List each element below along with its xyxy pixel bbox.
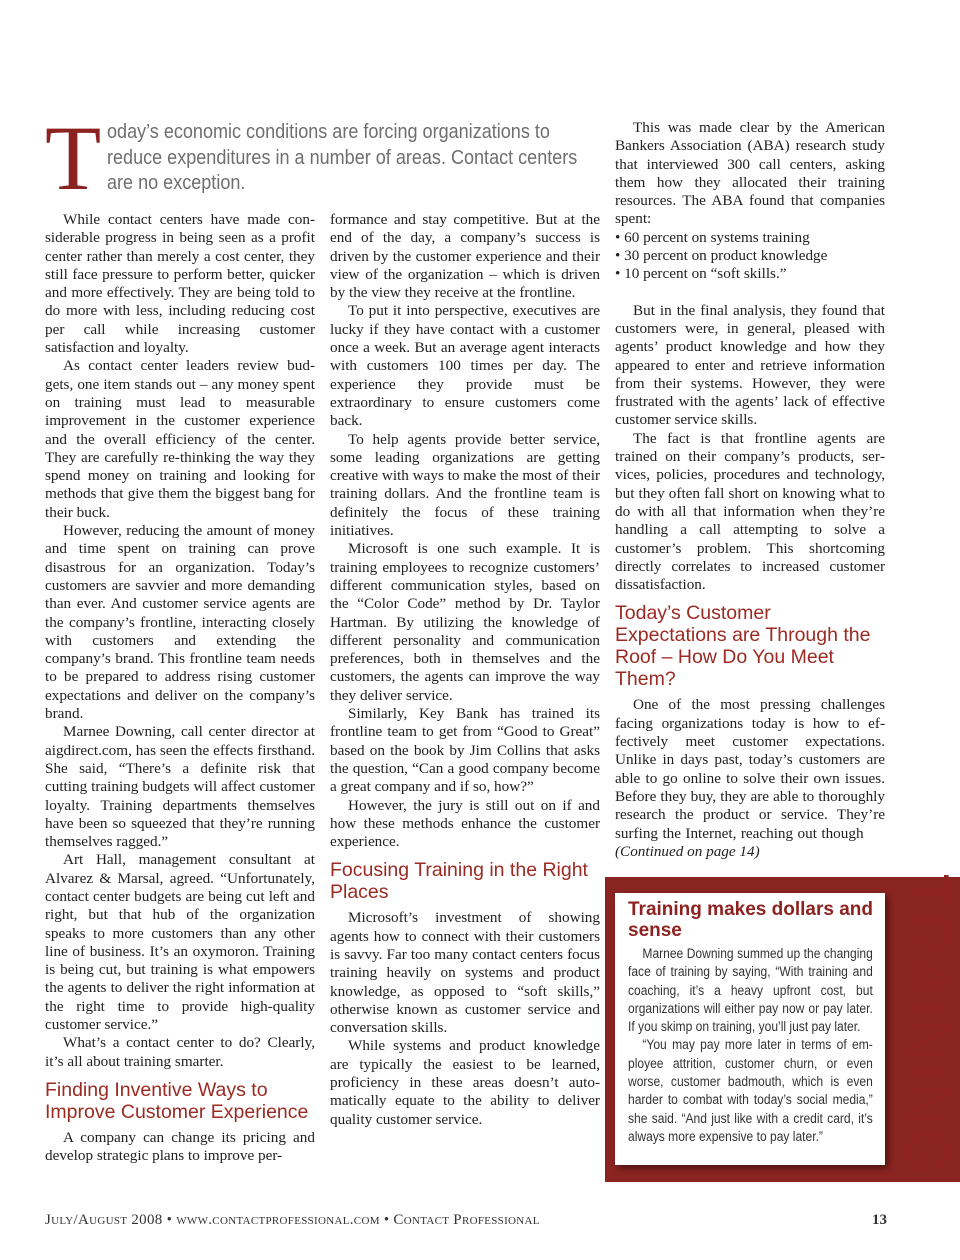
paragraph-text: One of the most pressing challenges facing organizations today is how to effectively meet customer expectations. Unlike in days past, today’s customers are able to go online to solve their own issues. Before they buy, they are able to thoroughly research the product or service. They’re surfing the Internet, reaching out though [615,696,885,842]
sidebar-title: Training makes dollars and sense [628,899,873,941]
column-1 [45,211,315,1166]
paragraph: However, the jury is still out on if and how these methods enhance the customer experience. [330,796,600,851]
paragraph: Art Hall, management consultant at Alvarez & Marsal, agreed. “Unfortunately, contact center budgets are being cut left and right, but that hub of the organization speaks to more customers than any other line of business. It’s an oxymoron. Training is being cut, but training is what empowers the agents to deliver the right information at the right time to provide high-quality customer service.” [45,851,315,1034]
paragraph: formance and stay competitive. But at the end of the day, a company’s success is driven by the customer experience and their view of the organization – which is driven by the view they receive at the frontline. [330,211,600,302]
paragraph: Similarly, Key Bank has trained its frontline team to get from “Good to Great” based on the book by Jim Collins that asks the question, “Can a good company become a great company and if so, how?” [330,705,600,796]
paragraph: Microsoft’s investment of showing agents how to connect with their customers is savvy. Far too many contact centers focus training heavily on systems and product knowledge, as opposed to “soft skills,” otherwise known as customer service and conversation skills. [330,909,600,1037]
bullet-list [615,229,885,284]
paragraph: The fact is that frontline agents are trained on their company’s products, services, policies, procedures and technology, but they often fall short on knowing what to do with all that information when they’re handling a call attempting to solve a customer’s problem. This shortcoming directly correlates to increased customer dissatisfaction. [615,429,885,594]
paragraph: While systems and product knowledge are typically the easiest to be learned, proficiency in these areas doesn’t automatically equate to the ability to deliver quality customer service. [330,1037,600,1128]
section-tab [893,873,960,1177]
paragraph: To help agents provide better service, some leading organizations are getting creative with ways to make the most of their training dollars. And the frontline team is definitely the focus of these training initiatives. [330,430,600,540]
column-3 [615,119,885,861]
section-subhead: Today’s Customer Expectations are Through the Roof – How Do You Meet Them? [615,602,871,691]
page-number: 13 [872,1212,887,1228]
column-2 [330,211,600,1129]
continued-note: (Continued on page 14) [615,842,760,860]
bullet-item: • 30 percent on product knowledge [615,247,828,265]
paragraph: What’s a contact center to do? Clearly, it’s all about training smarter. [45,1034,315,1070]
sidebar-box [615,893,885,1165]
sidebar-paragraph: Marnee Downing summed up the changing face of training by saying, “With training and coaching, it’s a heavy upfront cost, but organizations will either pay now or pay later. If you skimp on training, you’ll just pay later. [628,946,873,1035]
drop-cap: T [45,107,102,209]
paragraph: Marnee Downing, call center director at aigdirect.com, has seen the effects firsthand. She said, “There’s a definite risk that cutting training budgets will affect customer loyalty. Training departments themselves have been so squeezed that they’re running themselves ragged.” [45,723,315,851]
paragraph: To put it into perspective, executives are lucky if they have contact with a customer once a week. But an average agent interacts with customers 100 times per day. The experience they provide must be extraordinary to ensure customers come back. [330,302,600,430]
footer-folio: July/August 2008 • www.contactprofessional.com • Contact Professional [45,1212,540,1228]
page-footer [45,1212,887,1232]
paragraph [615,696,885,861]
paragraph: A company can change its pricing and develop strategic plans to improve per- [45,1128,315,1165]
section-subhead: Focusing Training in the Right Places [330,859,588,904]
paragraph: Microsoft is one such example. It is training employees to recognize customers’ different communication styles, based on the “Color Code” method by Dr. Taylor Hartman. By utilizing the knowledge of different personality and communication preferences, both in themselves and the customers, the agents can improve the way they deliver service. [330,540,600,704]
paragraph: As contact center leaders review budgets, one item stands out – any money spent on training must lead to measurable improvement in the customer experience and the overall efficiency of the center. They are carefully re-thinking the way they spend money on training and looking for methods that give them the biggest bang for their buck. [45,357,315,521]
paragraph: However, reducing the amount of money and time spent on training can prove disastrous for an organization. Today’s customers are savvier and more demanding than ever. And customer service agents are the company’s frontline, interacting closely with customers and extending the company’s brand. This frontline team needs to be prepared to address rising customer expectations and deliver on the company’s brand. [45,522,315,723]
sidebar-paragraph: “You may pay more later in terms of employee attrition, customer churn, or even worse, customer badmouth, which is even harder to combat with today’s social media,” she said. “And just like with a credit card, it’s always more expensive to pay later.” [628,1037,873,1144]
bullet-item: • 60 percent on systems training [615,228,810,246]
paragraph: While contact centers have made considerable progress in being seen as a profit center rather than merely a cost center, they still face pressure to perform better, quicker and more effectively. They are being told to do more with less, including reducing cost per call while increasing customer satisfaction and loyalty. [45,211,315,357]
bullet-item: • 10 percent on “soft skills.” [615,265,787,283]
article-intro [45,107,605,209]
section-subhead: Finding Inventive Ways to Improve Customer Experience [45,1078,309,1123]
paragraph: This was made clear by the American Bankers Association (ABA) research study that interviewed 300 call centers, asking them how they allocated their training resources. The ABA found that companies spent: [615,119,885,228]
section-tab-label: TRAINING [893,873,960,1177]
intro-deck: oday’s economic conditions are forcing organizations to reduce expenditures in a number of areas. Contact centers are no exception. [107,120,578,194]
paragraph: But in the final analysis, they found that customers were, in general, pleased with agents’ product knowledge and how they appeared to enter and retrieve information from their systems. However, they were frustrated with the agents’ lack of effective customer service skills. [615,301,885,429]
